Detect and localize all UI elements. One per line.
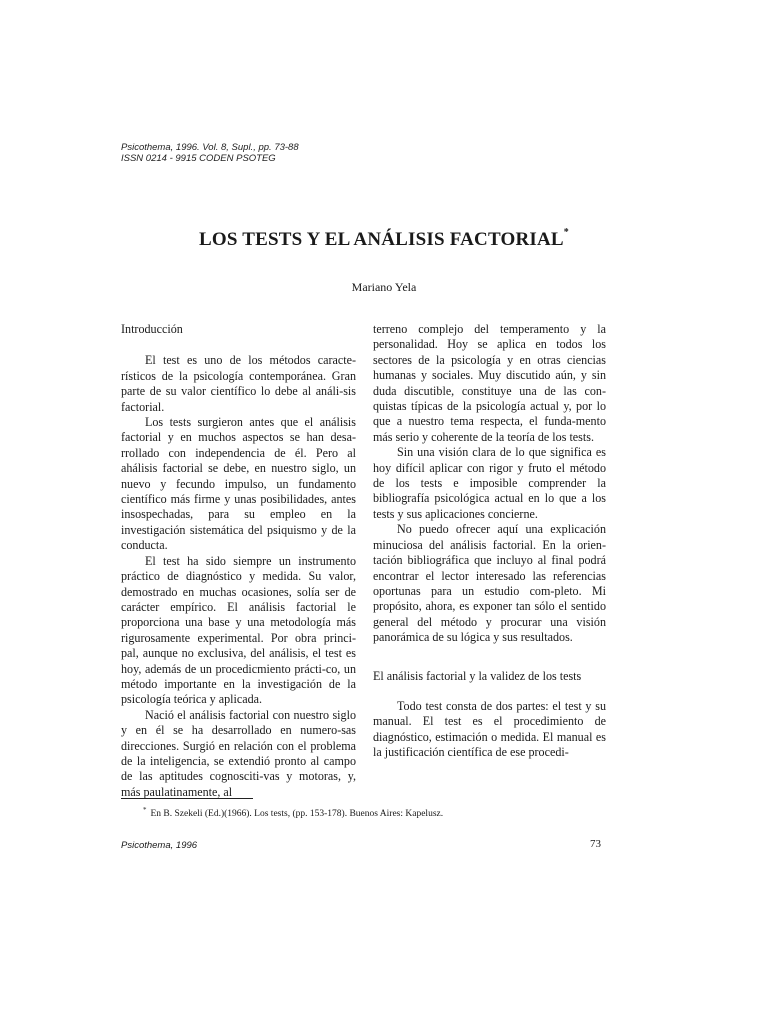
paragraph: Los tests surgieron antes que el análisis factorial y en muchos aspectos se han desa-rrollado con independencia de él. Pero al ahálisis factorial se debe, en nuestro siglo, un nuevo y fecundo impulso, un fundamento científico más firme y unas posibilidades, antes insospechadas, para su empleo en la investigación sistemática del psiquismo y de la conducta.: [121, 415, 356, 553]
section-heading-validez: El análisis factorial y la validez de los tests: [373, 668, 582, 683]
page-number: 73: [590, 838, 601, 850]
journal-issn: ISSN 0214 - 9915 CODEN PSOTEG: [121, 153, 276, 164]
section-heading-introduccion: Introducción: [121, 322, 183, 336]
journal-header: [121, 142, 299, 164]
paragraph-continuation: terreno complejo del temperamento y la personalidad. Hoy se aplica en todos los sectores de la psicología y en otras ciencias humanas y sociales. Muy discutido aún, y sin duda discutible, constituye una de las con-quistas típicas de la psicología actual y, por lo que a nuestro tema respecta, el funda-mento más serio y coherente de la teoría de los tests.: [373, 322, 606, 444]
paragraph: No puedo ofrecer aquí una explicación minuciosa del análisis factorial. En la orien-tación bibliográfica que incluyo al final podrá encontrar el lector interesado las referencias oportunas para un estudio com-pleto. Mi propósito, ahora, es exponer tan sólo el sentido general del método y procurar una visión panorámica de su lógica y sus resultados.: [373, 522, 606, 645]
journal-citation: Psicothema, 1996. Vol. 8, Supl., pp. 73-88: [121, 142, 299, 153]
paragraph: El test es uno de los métodos caracte-rísticos de la psicología contemporánea. Gran parte de su valor científico lo debe al análi-sis factorial.: [121, 353, 356, 414]
author-name: Mariano Yela: [351, 280, 417, 294]
paragraph: Nació el análisis factorial con nuestro siglo y en él se ha desarrollado en numero-sas direcciones. Surgió en relación con el problema de la inteligencia, se extendió pronto al campo de las aptitudes cognosciti-vas y motoras, y, más paulatinamente, al: [121, 707, 356, 799]
paragraph: Todo test consta de dos partes: el test y su manual. El test es el procedimiento de diagnóstico, estimación o medida. El manual es la justificación científica de ese procedi-: [373, 698, 606, 760]
article-title-text: LOS TESTS Y EL ANÁLISIS FACTORIAL: [199, 229, 564, 250]
paragraph: Sin una visión clara de lo que significa es hoy difícil aplicar con rigor y fruto el método de los tests e imposible comprender la bibliografía psicológica actual en lo que a los tests y sus aplicaciones concierne.: [373, 445, 606, 521]
footer-journal: Psicothema, 1996: [121, 840, 198, 851]
right-column: [373, 322, 606, 761]
paragraph: El test ha sido siempre un instrumento práctico de diagnóstico y medida. Su valor, demostrado en muchas ocasiones, solía ser de carácter empírico. El análisis factorial le proporciona una base y una metodología más rigurosamente experimental. Por obra princi-pal, aunque no exclusiva, del análisis, el test es hoy, además de un procedicmiento prácti-co, un método importante en la investigación de la psicología teórica y aplicada.: [121, 553, 356, 707]
left-column: [121, 322, 356, 800]
footnote-mark: *: [143, 806, 147, 814]
footnote: [143, 806, 443, 819]
footnote-text: En B. Szekeli (Ed.)(1966). Los tests, (pp. 153-178). Buenos Aires: Kapelusz.: [150, 809, 444, 820]
article-title: [0, 229, 768, 251]
footnote-divider: [121, 798, 253, 799]
title-footnote-mark: *: [563, 227, 569, 238]
